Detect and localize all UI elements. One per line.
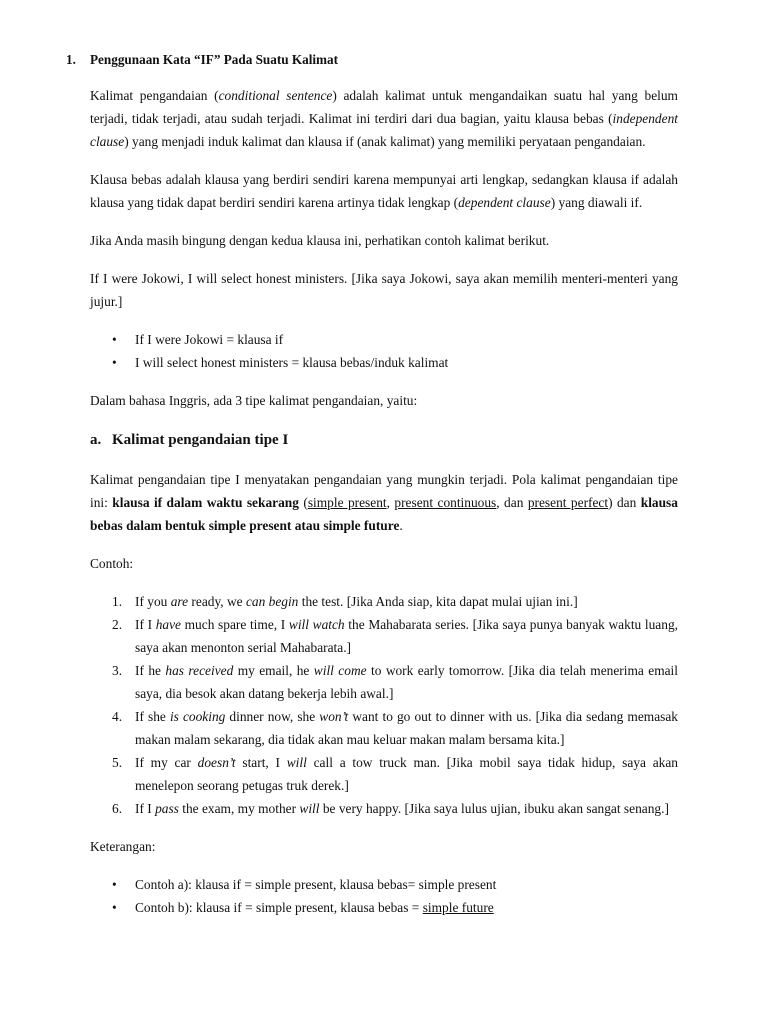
item-number: 4. — [112, 709, 123, 724]
italic-verb: will watch — [288, 617, 345, 632]
text-run: If you — [135, 594, 171, 609]
heading-number: 1. — [66, 52, 76, 67]
subsection-heading — [90, 427, 678, 453]
italic-term: independent clause — [90, 111, 678, 149]
notes-bullet-list — [90, 873, 678, 919]
bullet-item: • Contoh a): klausa if = simple present, klausa bebas= simple present — [90, 873, 678, 896]
example-item — [90, 613, 678, 659]
text-run: the Mahabarata series. [Jika saya punya banyak waktu luang, saya akan menonton serial Mahabarata.] — [135, 617, 678, 655]
text-run: my email, he — [233, 663, 314, 678]
underlined-term: present continuous — [394, 495, 497, 510]
italic-verb: will come — [313, 663, 367, 678]
paragraph-prompt: Jika Anda masih bingung dengan kedua klausa ini, perhatikan contoh kalimat berikut. — [90, 233, 550, 248]
text-run: ready, we — [188, 594, 246, 609]
bold-term: klausa if dalam waktu sekarang — [112, 495, 299, 510]
paragraph-type1-description — [90, 468, 678, 537]
contoh-label: Contoh: — [90, 556, 134, 571]
text-run: ) dan — [608, 495, 641, 510]
text-run: If I — [135, 801, 156, 816]
bullet-item — [90, 896, 678, 919]
text-run: . — [399, 518, 403, 533]
text-run: start, I — [235, 755, 287, 770]
italic-verb: have — [155, 617, 181, 632]
bullet-item: • If I were Jokowi = klausa if — [90, 328, 678, 351]
example-item — [90, 751, 678, 797]
item-number: 1. — [112, 594, 123, 609]
text-run: If I — [135, 617, 156, 632]
text-run: If he — [135, 663, 166, 678]
section-heading — [66, 52, 678, 68]
text-run: ( — [298, 495, 308, 510]
italic-verb: has received — [165, 663, 234, 678]
example-item — [90, 705, 678, 751]
paragraph-definition — [90, 84, 678, 153]
item-number: 2. — [112, 617, 123, 632]
paragraph-example-sentence: If I were Jokowi, I will select honest ministers. [Jika saya Jokowi, saya akan memilih menteri-menteri yang jujur.] — [90, 271, 678, 309]
italic-verb: doesn’t — [197, 755, 236, 770]
bold-term: klausa bebas dalam bentuk simple present atau simple future — [90, 495, 678, 533]
paragraph-types-intro: Dalam bahasa Inggris, ada 3 tipe kalimat pengandaian, yaitu: — [90, 393, 418, 408]
text-run: Klausa bebas adalah klausa yang berdiri sendiri karena mempunyai arti lengkap, sedangkan klausa if adalah klausa yang tidak dapat berdiri sendiri karena artinya tidak lengkap ( — [90, 172, 678, 210]
text-run: want to go out to dinner with us. [Jika dia sedang memasak makan malam sekarang, dia tidak akan mau keluar makan malam bersama kita.] — [135, 709, 679, 747]
italic-verb: will — [299, 801, 320, 816]
paragraph-clause-explanation — [90, 168, 678, 214]
text-run: Kalimat pengandaian ( — [90, 88, 219, 103]
item-number: 5. — [112, 755, 123, 770]
example-item — [90, 797, 678, 820]
italic-verb: can begin — [245, 594, 299, 609]
text-run: call a tow truck man. [Jika mobil saya tidak hidup, saya akan menelepon seorang petugas truk derek.] — [135, 755, 679, 793]
italic-term: conditional sentence — [218, 88, 333, 103]
subsection-letter: a. — [90, 432, 102, 448]
keterangan-label: Keterangan: — [90, 839, 156, 854]
item-number: 3. — [112, 663, 123, 678]
italic-verb: won’t — [319, 709, 349, 724]
text-run: to work early tomorrow. [Jika dia telah menerima email saya, dia besok akan datang bekerja lebih awal.] — [135, 663, 678, 701]
italic-verb: are — [170, 594, 189, 609]
italic-verb: pass — [155, 801, 179, 816]
text-run: dinner now, she — [225, 709, 320, 724]
example-item — [90, 590, 678, 613]
italic-verb: will — [286, 755, 307, 770]
text-run: , — [386, 495, 395, 510]
italic-verb: is cooking — [169, 709, 226, 724]
underlined-term: simple present — [307, 495, 387, 510]
clause-bullet-list — [90, 328, 678, 374]
text-run: Kalimat pengandaian tipe I menyatakan pengandaian yang mungkin terjadi. Pola kalimat pengandaian tipe ini: — [90, 472, 678, 510]
text-run: ) yang diawali if. — [550, 195, 643, 210]
text-run: the exam, my mother — [178, 801, 300, 816]
example-item — [90, 659, 678, 705]
underlined-term: simple future — [422, 900, 494, 915]
text-run: ) adalah kalimat untuk mengandaikan suatu hal yang belum terjadi, tidak terjadi, atau sudah terjadi. Kalimat ini terdiri dari dua bagian, yaitu klausa bebas ( — [90, 88, 678, 126]
subsection-title: Kalimat pengandaian tipe I — [112, 432, 289, 448]
text-run: If she — [135, 709, 170, 724]
text-run: If my car — [135, 755, 198, 770]
text-run: much spare time, I — [180, 617, 289, 632]
text-run: , dan — [496, 495, 528, 510]
italic-term: dependent clause — [458, 195, 551, 210]
text-run: the test. [Jika Anda siap, kita dapat mulai ujian ini.] — [298, 594, 578, 609]
heading-title: Penggunaan Kata “IF” Pada Suatu Kalimat — [90, 52, 339, 67]
text-run: ) yang menjadi induk kalimat dan klausa if (anak kalimat) yang memiliki peryataan pengandaian. — [124, 134, 646, 149]
example-list — [90, 590, 678, 820]
bullet-item: • I will select honest ministers = klausa bebas/induk kalimat — [90, 351, 678, 374]
underlined-term: present perfect — [527, 495, 609, 510]
text-run: be very happy. [Jika saya lulus ujian, ibuku akan sangat senang.] — [319, 801, 669, 816]
text-run: Contoh b): klausa if = simple present, klausa bebas = — [135, 900, 423, 915]
item-number: 6. — [112, 801, 123, 816]
